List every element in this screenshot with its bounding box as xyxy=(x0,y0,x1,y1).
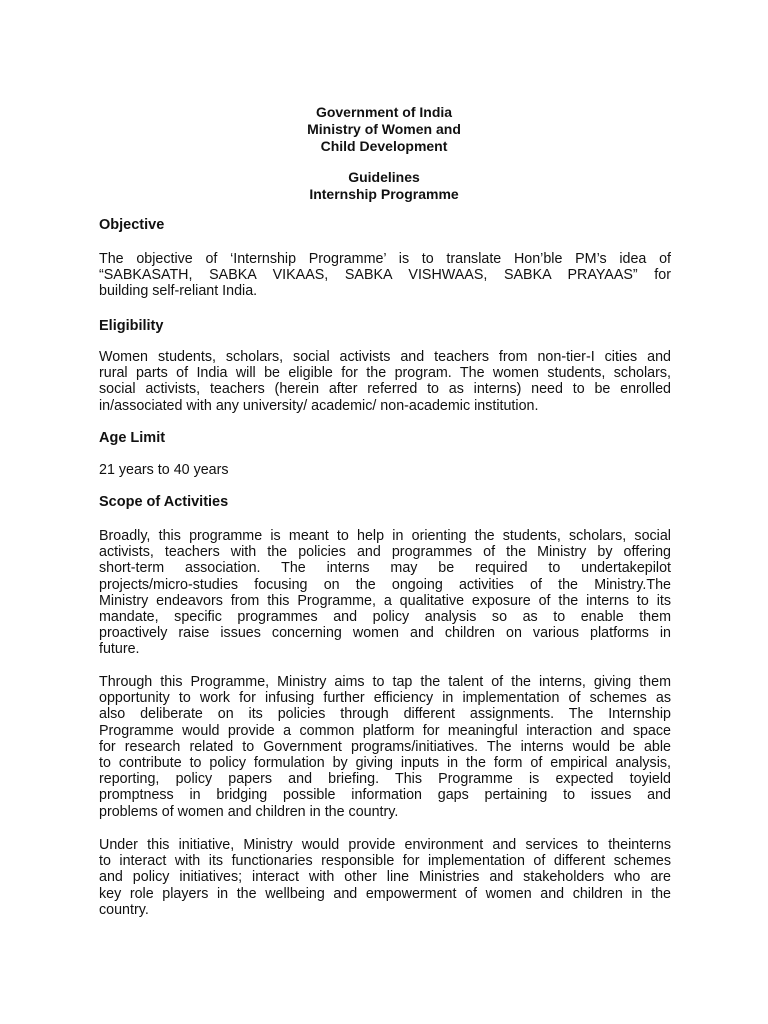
eligibility-heading: Eligibility xyxy=(99,318,164,334)
paragraph-line: Through this Programme, Ministry aims to tap the talent of the interns, giving them xyxy=(99,674,671,690)
paragraph-line: also deliberate on its policies through different assignments. The Internship xyxy=(99,706,671,723)
paragraph-line: to interact with its functionaries responsible for implementation of different schemes xyxy=(99,853,671,870)
paragraph-line: activists, teachers with the policies and programmes of the Ministry by offering xyxy=(99,544,671,561)
scope-heading: Scope of Activities xyxy=(99,494,229,510)
paragraph-line: The objective of ‘Internship Programme’ is to translate Hon’ble PM’s idea of xyxy=(99,251,671,267)
document-title-block xyxy=(0,169,768,203)
paragraph-line: Ministry endeavors from this Programme, a qualitative exposure of the interns to its xyxy=(99,592,671,609)
paragraph-line: country. xyxy=(99,901,149,918)
paragraph-line: reporting, policy papers and briefing. This Programme is expected toyield xyxy=(99,771,671,788)
paragraph-line: Under this initiative, Ministry would provide environment and services to theinterns xyxy=(99,837,671,853)
paragraph-line: proactively raise issues concerning women and children on various platforms in xyxy=(99,625,671,642)
paragraph-line: short-term association. The interns may be required to undertakepilot xyxy=(99,560,671,577)
paragraph-line: rural parts of India will be eligible for the program. The women students, scholars, xyxy=(99,365,671,382)
paragraph-line: 21 years to 40 years xyxy=(99,462,229,478)
paragraph-line: future. xyxy=(99,641,140,658)
paragraph-line: key role players in the wellbeing and empowerment of women and children in the xyxy=(99,885,671,902)
scope-paragraph-3 xyxy=(99,837,671,918)
paragraph-line: and policy initiatives; interact with other line Ministries and stakeholders who are xyxy=(99,869,671,886)
paragraph-line: projects/micro-studies focusing on the ongoing activities of the Ministry.The xyxy=(99,576,671,593)
document-header xyxy=(0,104,768,155)
paragraph-line: “SABKASATH, SABKA VIKAAS, SABKA VISHWAAS, SABKA PRAYAAS” for xyxy=(99,267,671,284)
age-limit-value xyxy=(99,462,671,478)
header-programme: Internship Programme xyxy=(309,186,459,202)
eligibility-paragraph xyxy=(99,349,671,414)
objective-heading: Objective xyxy=(99,217,165,233)
paragraph-line: social activists, teachers (herein after referred to as interns) need to be enrolled xyxy=(99,381,671,398)
scope-paragraph-2 xyxy=(99,674,671,820)
header-department: Child Development xyxy=(320,138,448,154)
scope-paragraph-1 xyxy=(99,528,671,658)
header-guidelines: Guidelines xyxy=(348,169,420,185)
paragraph-line: for research related to Government programs/initiatives. The interns would be able xyxy=(99,738,671,755)
age-limit-heading: Age Limit xyxy=(99,430,166,446)
paragraph-line: Programme would provide a common platform for meaningful interaction and space xyxy=(99,722,671,739)
paragraph-line: in/associated with any university/ academic/ non-academic institution. xyxy=(99,397,539,414)
paragraph-line: Broadly, this programme is meant to help in orienting the students, scholars, social xyxy=(99,528,671,544)
paragraph-line: Women students, scholars, social activists and teachers from non-tier-I cities and xyxy=(99,349,671,365)
paragraph-line: promptness in bridging possible information gaps pertaining to issues and xyxy=(99,787,671,804)
paragraph-line: opportunity to work for infusing further efficiency in implementation of schemes as xyxy=(99,690,671,707)
paragraph-line: to contribute to policy formulation by giving inputs in the form of empirical analysis, xyxy=(99,755,671,772)
paragraph-line: mandate, specific programmes and policy analysis so as to enable them xyxy=(99,609,671,626)
paragraph-line: building self-reliant India. xyxy=(99,283,258,300)
header-ministry: Ministry of Women and xyxy=(307,121,461,137)
objective-paragraph xyxy=(99,251,671,300)
paragraph-line: problems of women and children in the country. xyxy=(99,803,399,820)
header-government: Government of India xyxy=(315,104,453,120)
